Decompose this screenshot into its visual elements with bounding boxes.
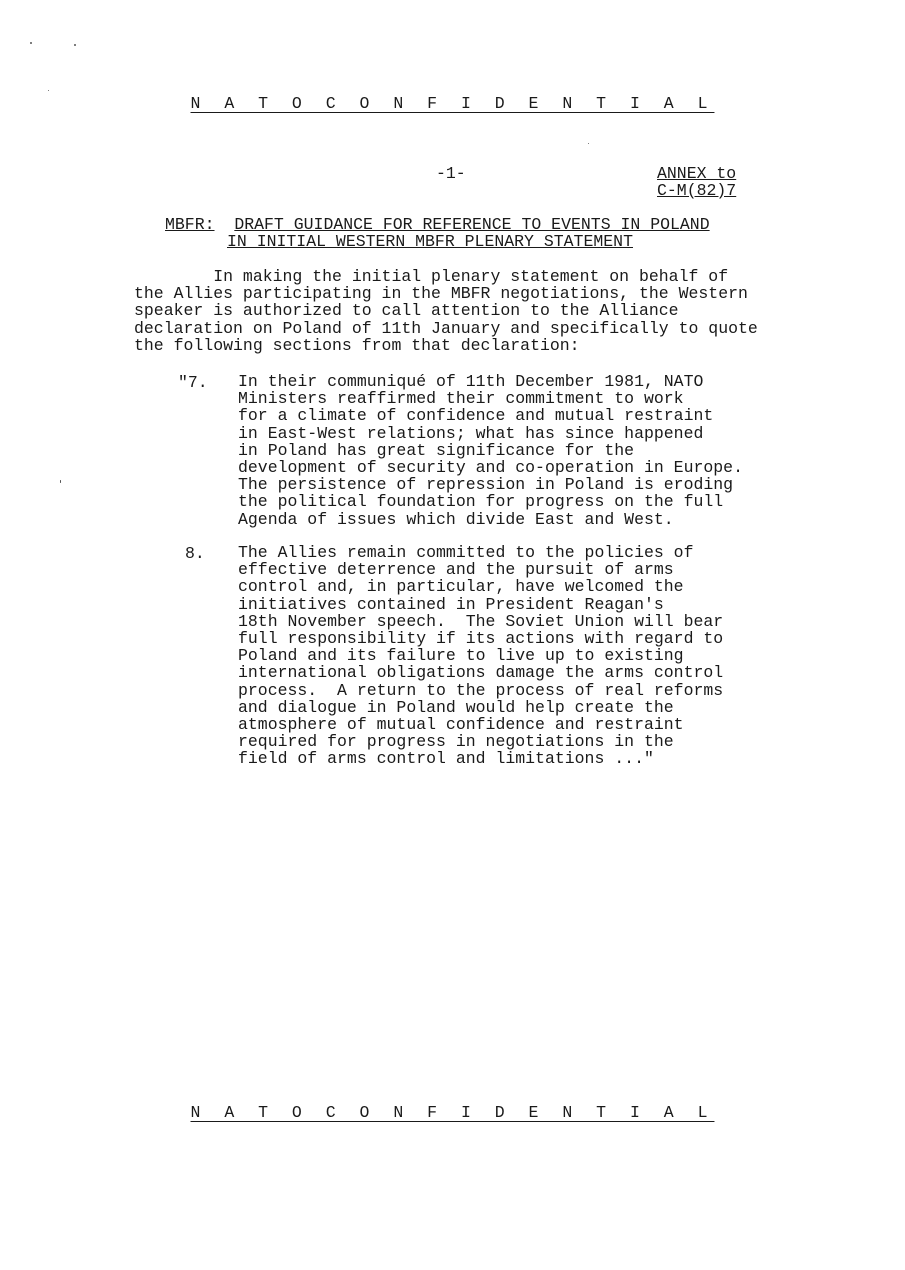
title-label: MBFR: [165,215,215,234]
annex-line-1: ANNEX to [657,164,737,183]
scan-speck [60,480,61,483]
classification-footer: N A T O C O N F I D E N T I A L [190,1103,715,1122]
item-text-7: In their communiqué of 11th December 1981, NATO Ministers reaffirmed their commitment to work for a climate of confidence and mutual restraint in East-West relations; what has since happened in Poland has great significance for the development of security and co-operation in Europe. The persistence of repression in Poland is eroding the political foundation for progress on the full Agenda of issues which divide East and West. [238,372,743,529]
item-number-8: 8. [185,544,205,563]
intro-paragraph: In making the initial plenary statement on behalf of the Allies participating in the MBFR negotiations, the Western speaker is authorized to call attention to the Alliance declaration on Poland of 11th January and specifically to quote the following sections from that declaration: [134,267,758,355]
item-number-7: "7. [178,373,208,392]
annex-line-2: C-M(82)7 [657,181,737,200]
classification-header: N A T O C O N F I D E N T I A L [190,94,715,113]
title-line-2: IN INITIAL WESTERN MBFR PLENARY STATEMENT [227,232,633,251]
scan-speck [74,44,76,46]
item-text-8: The Allies remain committed to the policies of effective deterrence and the pursuit of arms control and, in particular, have welcomed the initiatives contained in President Reagan's 18th November speech. The Soviet Union will bear full responsibility if its actions with regard to Poland and its failure to live up to existing international obligations damage the arms control process. A return to the process of real reforms and dialogue in Poland would help create the atmosphere of mutual confidence and restraint required for progress in negotiations in the field of arms control and limitations ..." [238,543,724,769]
annex-reference [657,165,736,199]
document-title [165,216,710,250]
scan-speck [588,143,589,144]
scan-speck [48,90,49,91]
scan-speck [30,42,32,44]
page-number: -1- [436,164,466,183]
title-line-1: DRAFT GUIDANCE FOR REFERENCE TO EVENTS IN POLAND [234,215,710,234]
